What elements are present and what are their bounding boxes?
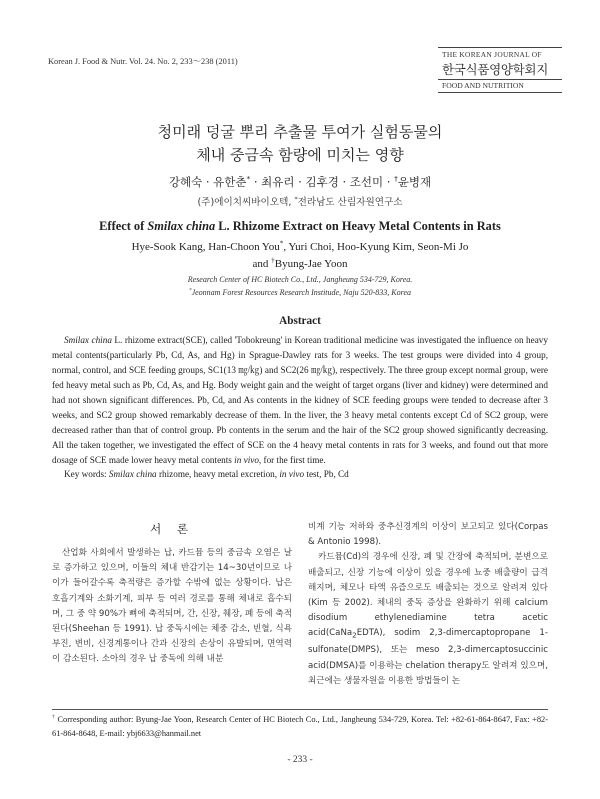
abstract-heading: Abstract xyxy=(279,315,321,327)
section-heading-introduction: 서 론 xyxy=(150,522,194,536)
title-korean-line1: 청미래 덩굴 뿌리 추출물 투여가 실험동물의 xyxy=(157,123,443,141)
title-english: Effect of Smilax china L. Rhizome Extract on Heavy Metal Contents in Rats xyxy=(99,219,501,233)
corresponding-author-footnote: † Corresponding author: Byung-Jae Yoon, Research Center of HC Biotech Co., Ltd., Jangheung 534-729, Korea. Tel: +82-61-864-8647, Fax: +82- 61-864-8648, E-mail: ybj6633@hanmail.net xyxy=(52,714,549,738)
title-korean-line2: 체내 중금속 함량에 미치는 영향 xyxy=(196,146,404,164)
intro-paragraph: 산업화 사회에서 발생하는 납, 카드뮴 등의 중금속 오염은 날로 증가하고 있으며, 이들의 체내 반감기는 14~30년이므로 나이가 들어갈수록 축적량은 증가할 수밖에 없는 상황이다. 납은 호흡기계와 소화기계, 피부 등 여러 경로를 통해 체내로 흡수되며, 그 중 약 90%가 뼈에 축적되며, 간, 신장, 췌장, 폐 등에 축적된다(Sheehan 등 1991). 납 중독시에는 체중 감소, 빈혈, 식욕 부진, 변비, 신경계통이나 간과 신장의 손상이 유발되며, 면역력이 감소된다. 소아의 경우 납 중독에 의해 내분 xyxy=(52,548,292,665)
journal-brand xyxy=(438,47,562,93)
authors-english-line2: and †Byung-Jae Yoon xyxy=(252,256,348,270)
affiliation-korean: (주)에이치씨바이오텍, *전라남도 산림자원연구소 xyxy=(197,195,403,208)
affiliation-english-2: *Jeonnam Forest Resources Research Institude, Naju 520-833, Korea xyxy=(188,287,412,297)
page-number: - 233 - xyxy=(287,755,313,765)
keywords: Key words: Smilax china rhizome, heavy metal excretion, in vivo test, Pb, Cd xyxy=(64,469,349,479)
intro-paragraph-2: 카드뮴(Cd)의 경우에 신장, 폐 및 간장에 축적되며, 분변으로 배출되고, 신장 기능에 이상이 있을 경우에 뇨중 배출량이 급격해지며, 체모나 타액 유즙으로도 배출되는 것으로 알려져 있다(Kim 등 2002). 체내의 중독 증상을 완화하기 위해 calcium disodium ethylenediamine tetra acetic acid(CaNa$_2$EDTA), sodim 2,3-dimercaptopropane 1-sulfonate(DMPS), 또는 meso 2,3-dimercaptosuccinic acid(DMSA)를 이용하는 chelation therapy도 알려져 있으며, 최근에는 생물자원을 이용한 방법들이 논 xyxy=(308,552,548,686)
footnote-divider xyxy=(52,709,548,710)
brand-korean: 한국식품영양학회지 xyxy=(442,62,548,77)
left-column xyxy=(52,546,292,668)
brand-english-bottom: FOOD AND NUTRITION xyxy=(442,81,524,90)
authors-english-line1: Hye-Sook Kang, Han-Choon You*, Yuri Choi, Hoo-Kyung Kim, Seon-Mi Jo xyxy=(131,239,469,253)
journal-reference: Korean J. Food & Nutr. Vol. 24. No. 2, 233～238 (2011) xyxy=(48,57,238,66)
abstract-body: Smilax china L. rhizome extract(SCE), called 'Tobokreung' in Korean traditional medicine was investigated the influence on heavy metal contents(particularly Pb, Cd, As, and Hg) in Sprague-Dawley rats for 3 weeks. The test groups were divided into 4 group, normal, control, and SCE feeding groups, SC1(13 ㎎/㎏) and SC2(26 ㎎/㎏), respectively. The three group except normal group, were fed heavy metal such as Pb, Cd, As, and Hg. Body weight gain and the weight of target organs (liver and kidney) were determined and had not shown significant differences. Pb, Cd, and As contents in the kidney of SCE feeding groups were tended to decrease after 3 weeks, and SC2 group showed remarkably decrease of them. In the liver, the 3 heavy metal contents except Cd of SC2 group, were decreased rather than that of control group. Pb contents in the serum and the hair of the SC2 group showed significantly decreasing. All the taken together, we investigated the effect of SCE on the 4 heavy metal contents in rats for 3 weeks, and found out that more dosage of SCE made lower heavy metal contents in vivo, for the first time. xyxy=(52,335,548,465)
intro-paragraph-continued: 비계 기능 저하와 중추신경계의 이상이 보고되고 있다(Corpas & Antonio 1998). xyxy=(308,522,548,548)
right-column xyxy=(308,520,548,689)
brand-english-top: THE KOREAN JOURNAL OF xyxy=(442,50,542,59)
authors-korean: 강혜숙 · 유한춘* · 최유리 · 김후경 · 조선미 · †윤병재 xyxy=(168,174,432,189)
affiliation-english-1: Research Center of HC Biotech Co., Ltd., Jangheung 534-729, Korea. xyxy=(187,275,413,284)
